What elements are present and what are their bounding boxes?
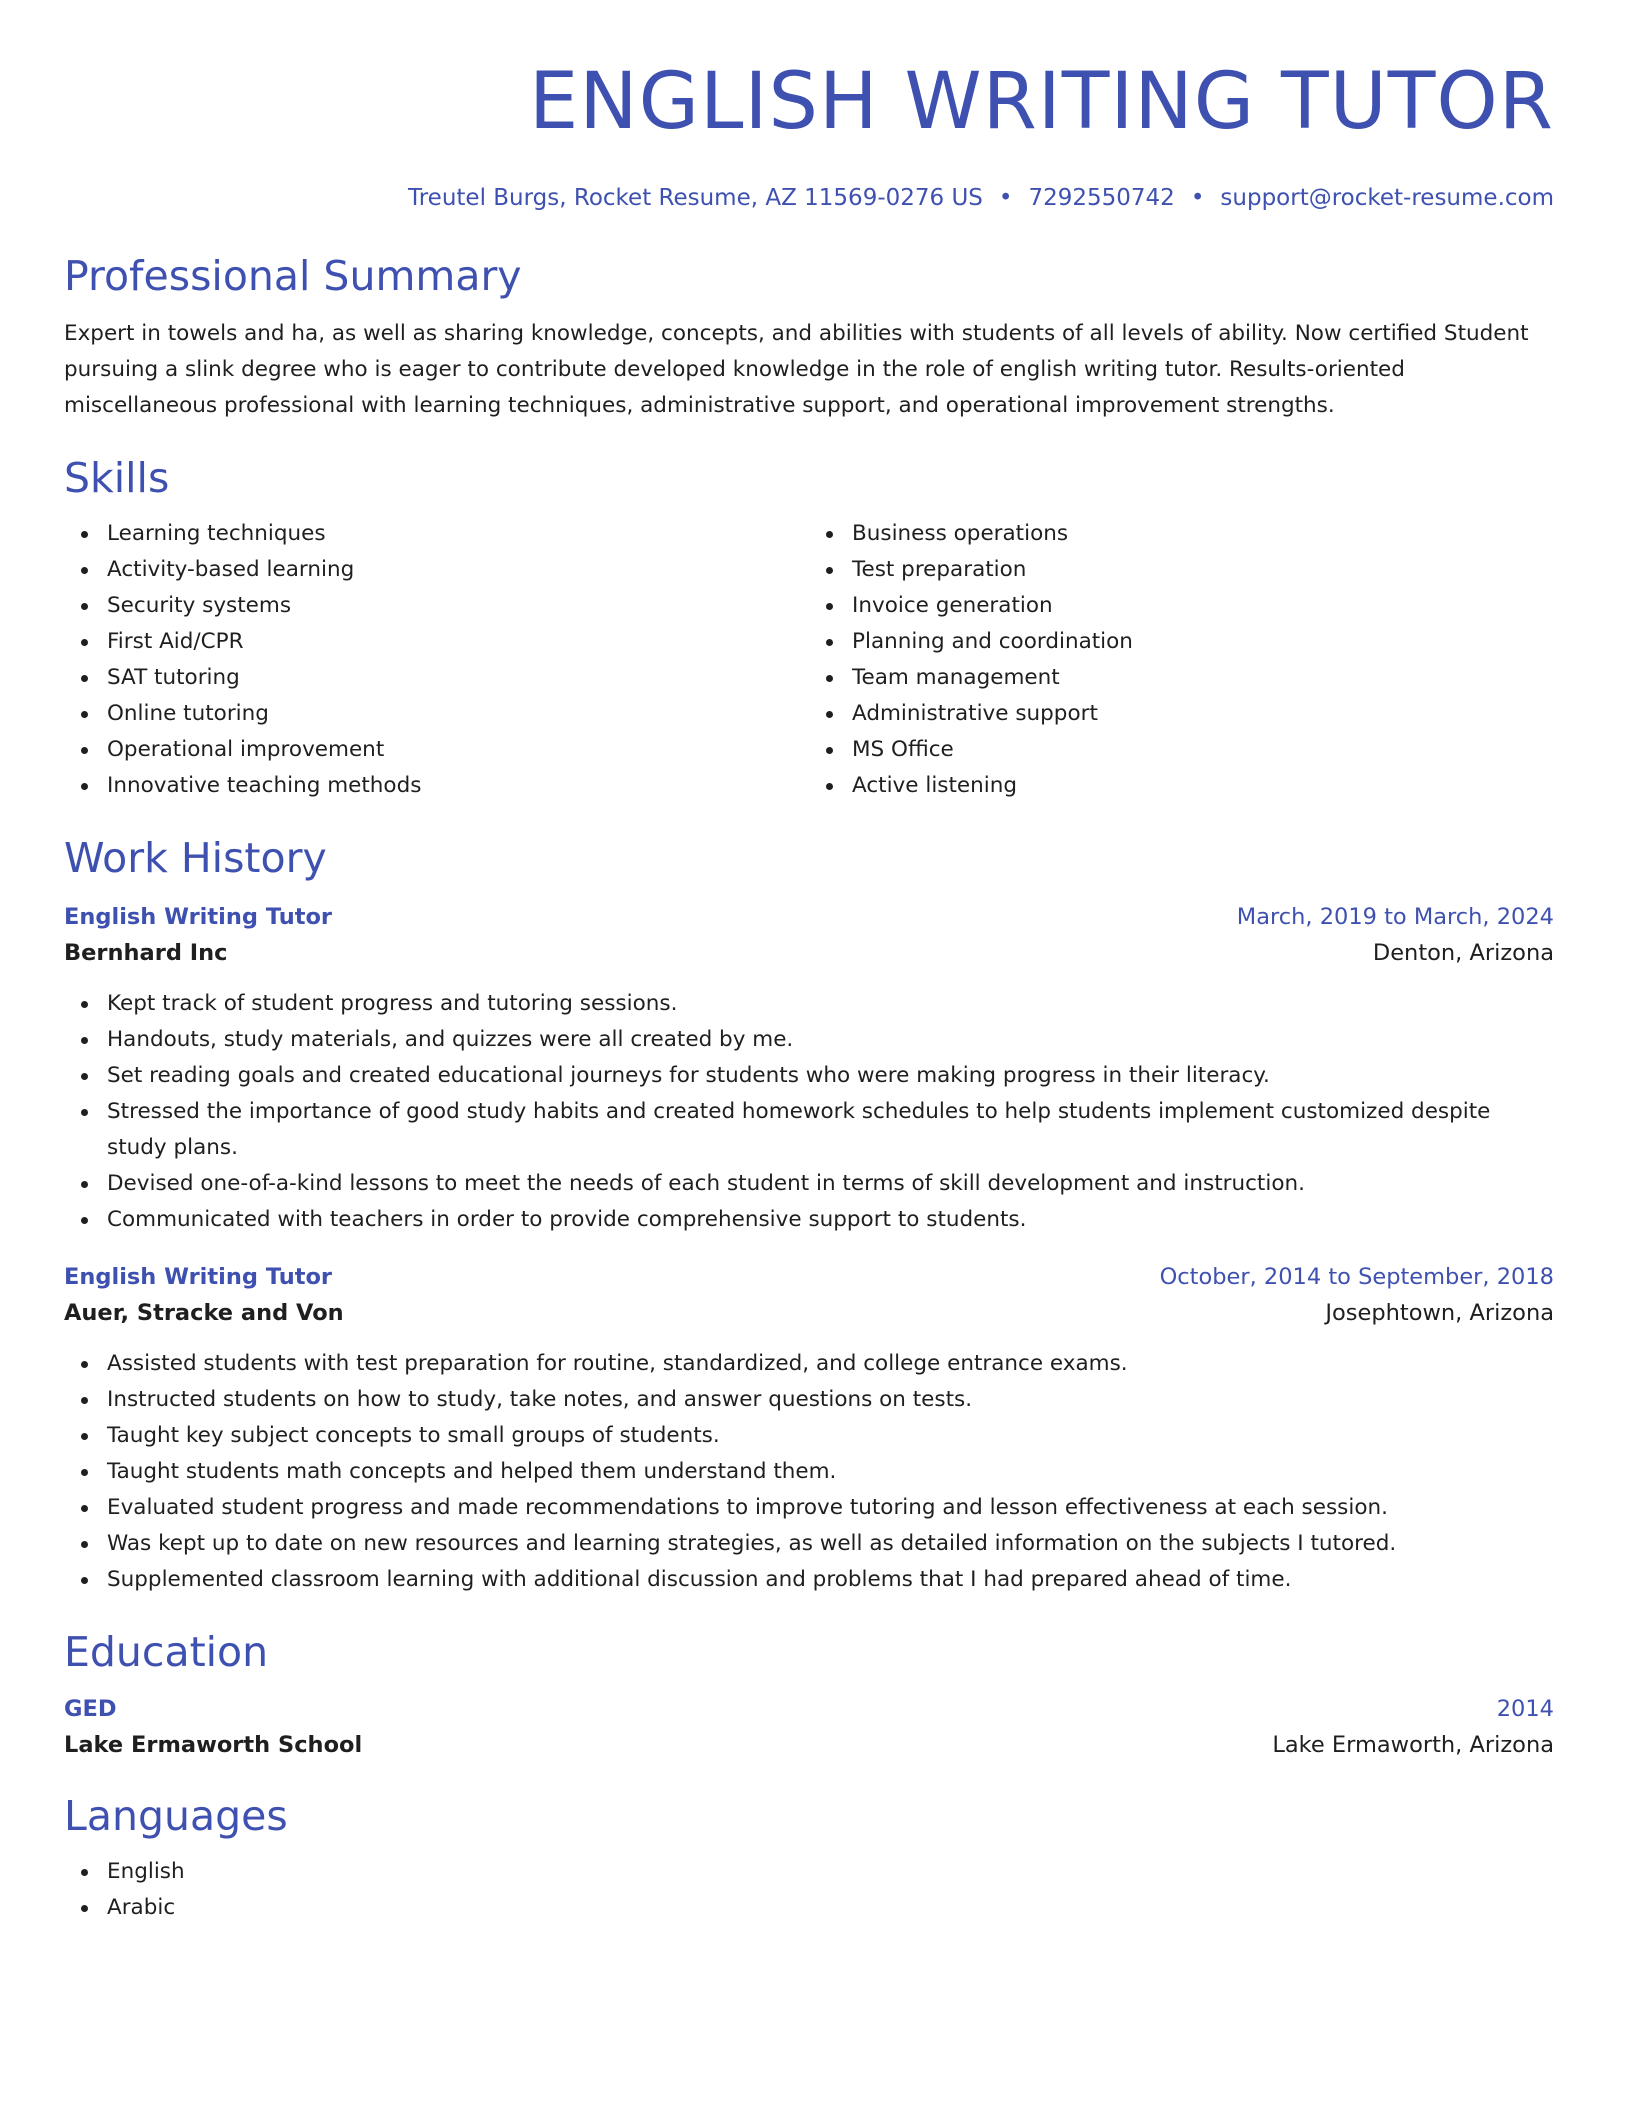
skill-item: Learning techniques xyxy=(107,516,809,552)
skill-item: Online tutoring xyxy=(107,696,809,732)
language-item: Arabic xyxy=(107,1890,1554,1926)
languages-list xyxy=(64,1854,1554,1926)
resume-name-heading: ENGLISH WRITING TUTOR xyxy=(528,57,1554,147)
skill-item: Administrative support xyxy=(852,696,1554,732)
education-section-title: Education xyxy=(64,1628,269,1676)
skill-item: MS Office xyxy=(852,732,1554,768)
education-school-row xyxy=(64,1726,1554,1764)
education-entry xyxy=(64,1692,1554,1764)
skills-column-right xyxy=(809,516,1554,804)
job-employer: Auer, Stracke and Von xyxy=(64,1300,344,1326)
skill-item: First Aid/CPR xyxy=(107,624,809,660)
resume-page xyxy=(64,0,1554,1926)
job-bullet: Taught key subject concepts to small groups of students. xyxy=(107,1418,1554,1454)
skills-section-title: Skills xyxy=(64,454,170,502)
job-bullet: Was kept up to date on new resources and learning strategies, as well as detailed information on the subjects I tutored. xyxy=(107,1526,1554,1562)
job-title: English Writing Tutor xyxy=(64,904,333,930)
job-header-row xyxy=(64,1260,1554,1294)
skill-item: Innovative teaching methods xyxy=(107,768,809,804)
job-bullet: Set reading goals and created educational journeys for students who were making progress in their literacy. xyxy=(107,1058,1554,1094)
contact-separator: • xyxy=(998,185,1013,211)
job-header-row xyxy=(64,900,1554,934)
job-location: Josephtown, Arizona xyxy=(1325,1300,1554,1326)
skills-list xyxy=(64,516,1554,804)
summary-section-title: Professional Summary xyxy=(64,252,522,300)
language-item: English xyxy=(107,1854,1554,1890)
skill-item: Operational improvement xyxy=(107,732,809,768)
job-bullet: Taught students math concepts and helped them understand them. xyxy=(107,1454,1554,1490)
skill-item: Activity-based learning xyxy=(107,552,809,588)
skills-column-left xyxy=(64,516,809,804)
job-dates: March, 2019 to March, 2024 xyxy=(1236,904,1554,930)
job-title: English Writing Tutor xyxy=(64,1264,333,1290)
job-employer-row xyxy=(64,1294,1554,1332)
job-entry xyxy=(64,1260,1554,1598)
job-bullet: Evaluated student progress and made recommendations to improve tutoring and lesson effectiveness at each session. xyxy=(107,1490,1554,1526)
job-bullet: Stressed the importance of good study habits and created homework schedules to help students implement customized despite study plans. xyxy=(107,1094,1554,1166)
contact-address: Treutel Burgs, Rocket Resume, AZ 11569-0276 US xyxy=(408,185,983,211)
skill-item: Test preparation xyxy=(852,552,1554,588)
education-year: 2014 xyxy=(1496,1696,1554,1722)
contact-email: support@rocket-resume.com xyxy=(1220,185,1554,211)
education-header-row xyxy=(64,1692,1554,1726)
job-bullet: Kept track of student progress and tutoring sessions. xyxy=(107,986,1554,1022)
job-bullet: Instructed students on how to study, take notes, and answer questions on tests. xyxy=(107,1382,1554,1418)
contact-line xyxy=(64,182,1554,214)
job-bullets xyxy=(64,1346,1554,1598)
skill-item: SAT tutoring xyxy=(107,660,809,696)
contact-phone: 7292550742 xyxy=(1028,185,1175,211)
skill-item: Active listening xyxy=(852,768,1554,804)
skill-item: Planning and coordination xyxy=(852,624,1554,660)
job-bullet: Supplemented classroom learning with additional discussion and problems that I had prepared ahead of time. xyxy=(107,1562,1554,1598)
contact-separator: • xyxy=(1190,185,1205,211)
skill-item: Team management xyxy=(852,660,1554,696)
education-degree: GED xyxy=(64,1696,117,1722)
job-entry xyxy=(64,900,1554,1238)
job-bullet: Handouts, study materials, and quizzes were all created by me. xyxy=(107,1022,1554,1058)
skill-item: Security systems xyxy=(107,588,809,624)
job-employer-row xyxy=(64,934,1554,972)
job-location: Denton, Arizona xyxy=(1372,940,1554,966)
job-bullets xyxy=(64,986,1554,1238)
skill-item: Business operations xyxy=(852,516,1554,552)
job-bullet: Assisted students with test preparation for routine, standardized, and college entrance exams. xyxy=(107,1346,1554,1382)
skill-item: Invoice generation xyxy=(852,588,1554,624)
job-dates: October, 2014 to September, 2018 xyxy=(1159,1264,1554,1290)
education-school: Lake Ermaworth School xyxy=(64,1732,363,1758)
languages-section-title: Languages xyxy=(64,1792,288,1840)
job-employer: Bernhard Inc xyxy=(64,940,228,966)
job-bullet: Devised one-of-a-kind lessons to meet the needs of each student in terms of skill development and instruction. xyxy=(107,1166,1554,1202)
job-bullet: Communicated with teachers in order to provide comprehensive support to students. xyxy=(107,1202,1554,1238)
summary-text: Expert in towels and ha, as well as sharing knowledge, concepts, and abilities with students of all levels of ability. Now certified Student pursuing a slink degree who is eager to contribute developed knowledge in the role of english writing tutor. Results-oriented miscellaneous professional with learning techniques, administrative support, and operational improvement strengths. xyxy=(64,321,1529,418)
education-location: Lake Ermaworth, Arizona xyxy=(1272,1732,1554,1758)
work-section-title: Work History xyxy=(64,834,327,882)
